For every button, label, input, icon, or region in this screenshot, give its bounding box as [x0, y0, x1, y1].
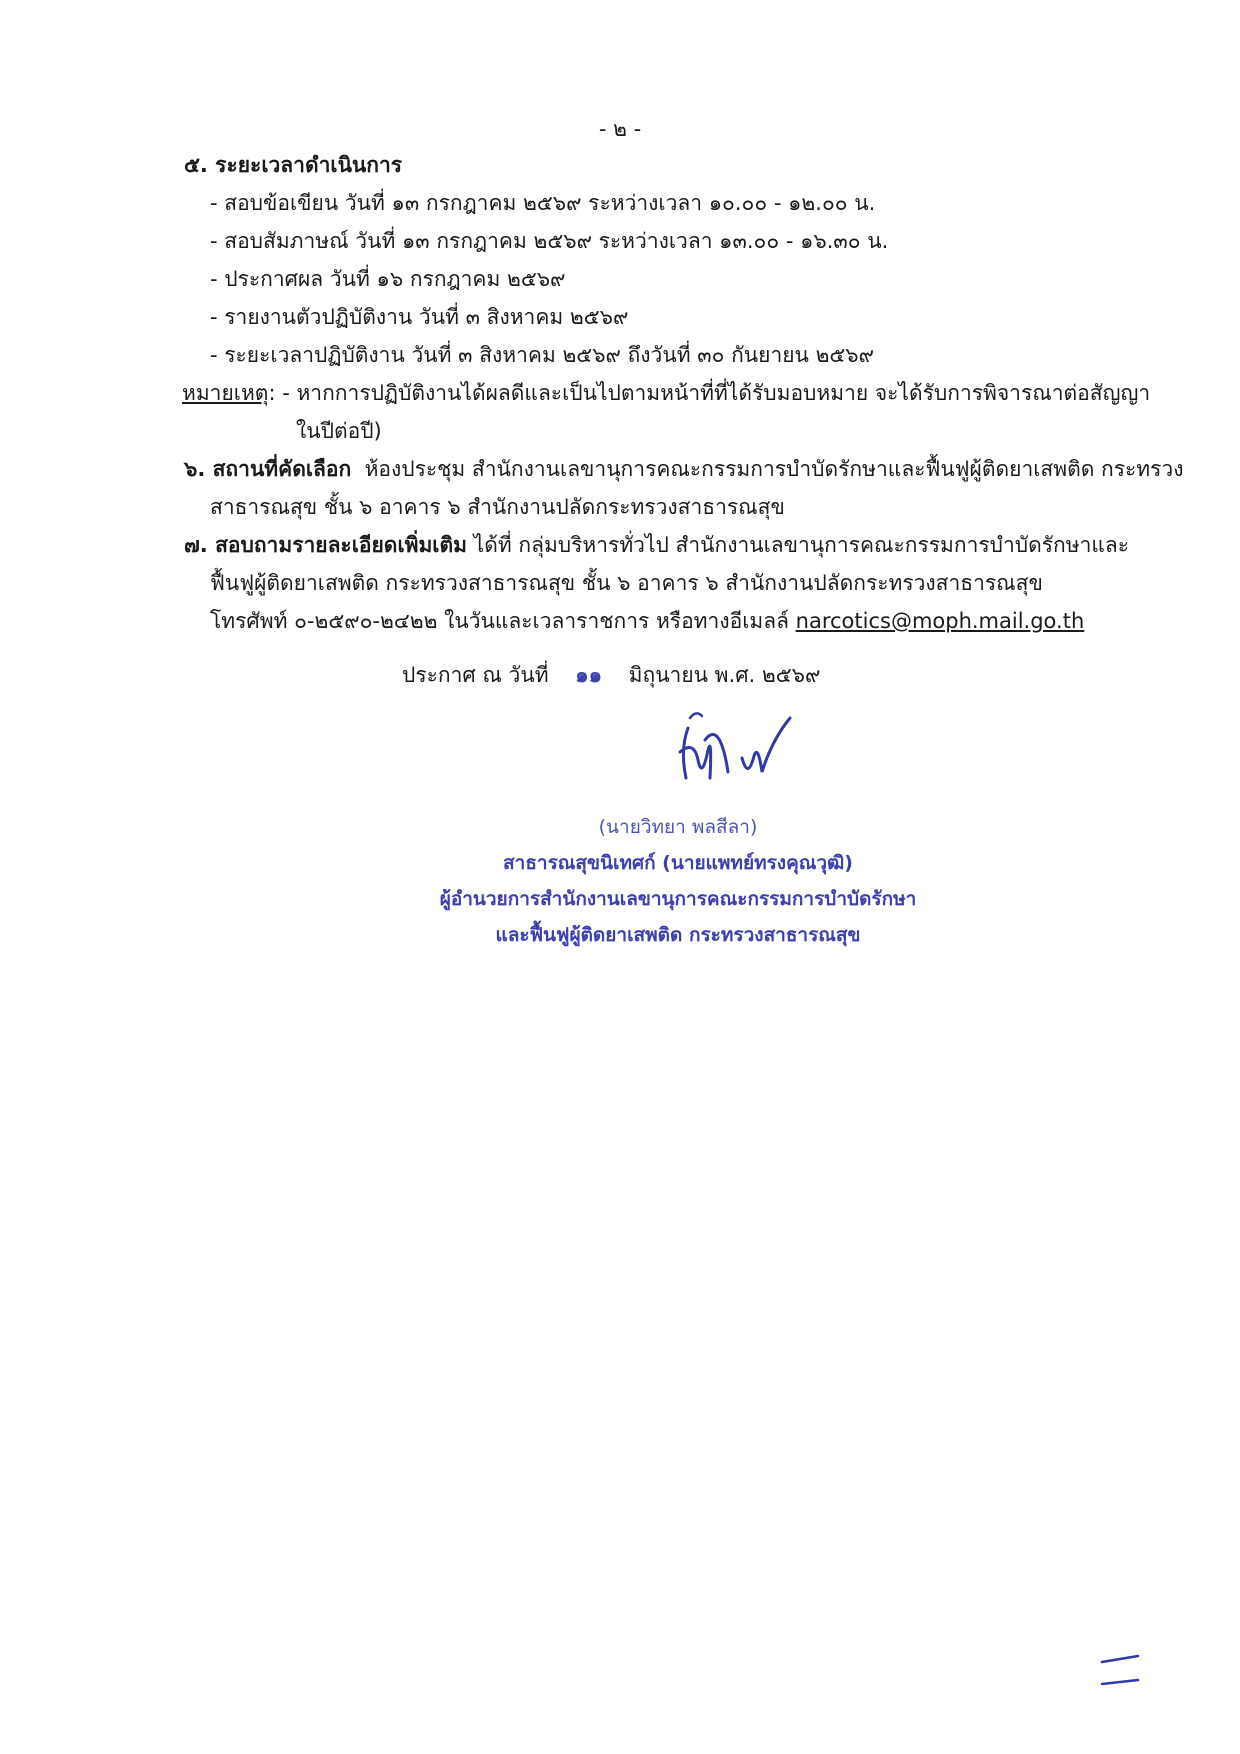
section7-title: ๗. สอบถามรายละเอียดเพิ่มเติม	[184, 533, 467, 557]
section5-item: - ประกาศผล วันที่ ๑๖ กรกฎาคม ๒๕๖๙	[210, 267, 566, 291]
section5-item: - รายงานตัวปฏิบัติงาน วันที่ ๓ สิงหาคม ๒๕๖๙	[210, 305, 629, 329]
signer-position-1: สาธารณสุขนิเทศก์ (นายแพทย์ทรงคุณวุฒิ)	[503, 852, 853, 874]
signer-position-3: และฟื้นฟูผู้ติดยาเสพติด กระทรวงสาธารณสุข	[495, 924, 861, 946]
announce-day: ๑๑	[575, 663, 602, 687]
remark-text: - หากการปฏิบัติงานได้ผลดีและเป็นไปตามหน้าที่ที่ได้รับมอบหมาย จะได้รับการพิจารณาต่อสัญญา	[275, 381, 1151, 405]
section5-item: - ระยะเวลาปฏิบัติงาน วันที่ ๓ สิงหาคม ๒๕๖๙ ถึงวันที่ ๓๐ กันยายน ๒๕๖๙	[210, 343, 875, 367]
section5-item: - สอบสัมภาษณ์ วันที่ ๑๓ กรกฎาคม ๒๕๖๙ ระหว่างเวลา ๑๓.๐๐ - ๑๖.๓๐ น.	[210, 229, 889, 253]
section7-line-1	[184, 530, 1129, 560]
remark-line-2: ในปีต่อปี)	[296, 419, 382, 443]
section6-line-2: สาธารณสุข ชั้น ๖ อาคาร ๖ สำนักงานปลัดกระทรวงสาธารณสุข	[210, 495, 785, 519]
handwritten-signature	[650, 700, 800, 795]
remark-colon: :	[268, 381, 276, 405]
section7-line-3	[210, 606, 1084, 636]
section5-title: ๕. ระยะเวลาดำเนินการ	[184, 153, 403, 177]
section7-text: ได้ที่ กลุ่มบริหารทั่วไป สำนักงานเลขานุการคณะกรรมการบำบัดรักษาและ	[473, 533, 1130, 557]
announce-prefix: ประกาศ ณ วันที่	[402, 663, 549, 687]
email-link[interactable]: narcotics@moph.mail.go.th	[795, 609, 1085, 633]
signer-name: (นายวิทยา พลสีลา)	[598, 816, 758, 838]
signer-position-2: ผู้อำนวยการสำนักงานเลขานุการคณะกรรมการบำบัดรักษา	[439, 888, 917, 910]
initial-mark	[1098, 1650, 1143, 1690]
section6-text: ห้องประชุม สำนักงานเลขานุการคณะกรรมการบำบัดรักษาและฟื้นฟูผู้ติดยาเสพติด กระทรวง	[364, 457, 1184, 481]
section6-title: ๖. สถานที่คัดเลือก	[184, 457, 352, 481]
section5-item: - สอบข้อเขียน วันที่ ๑๓ กรกฎาคม ๒๕๖๙ ระหว่างเวลา ๑๐.๐๐ - ๑๒.๐๐ น.	[210, 191, 876, 215]
section6-line-1	[184, 454, 1183, 484]
remark-line-1	[182, 378, 1150, 408]
announcement-date	[402, 660, 820, 690]
page-number: - ๒ -	[598, 117, 642, 141]
announce-suffix: มิถุนายน พ.ศ. ๒๕๖๙	[628, 663, 821, 687]
section7-phone-text: โทรศัพท์ ๐-๒๕๙๐-๒๔๒๒ ในวันและเวลาราชการ หรือทางอีเมลล์	[210, 609, 789, 633]
remark-label: หมายเหตุ	[182, 381, 269, 405]
section7-line-2: ฟื้นฟูผู้ติดยาเสพติด กระทรวงสาธารณสุข ชั้น ๖ อาคาร ๖ สำนักงานปลัดกระทรวงสาธารณสุข	[210, 571, 1043, 595]
